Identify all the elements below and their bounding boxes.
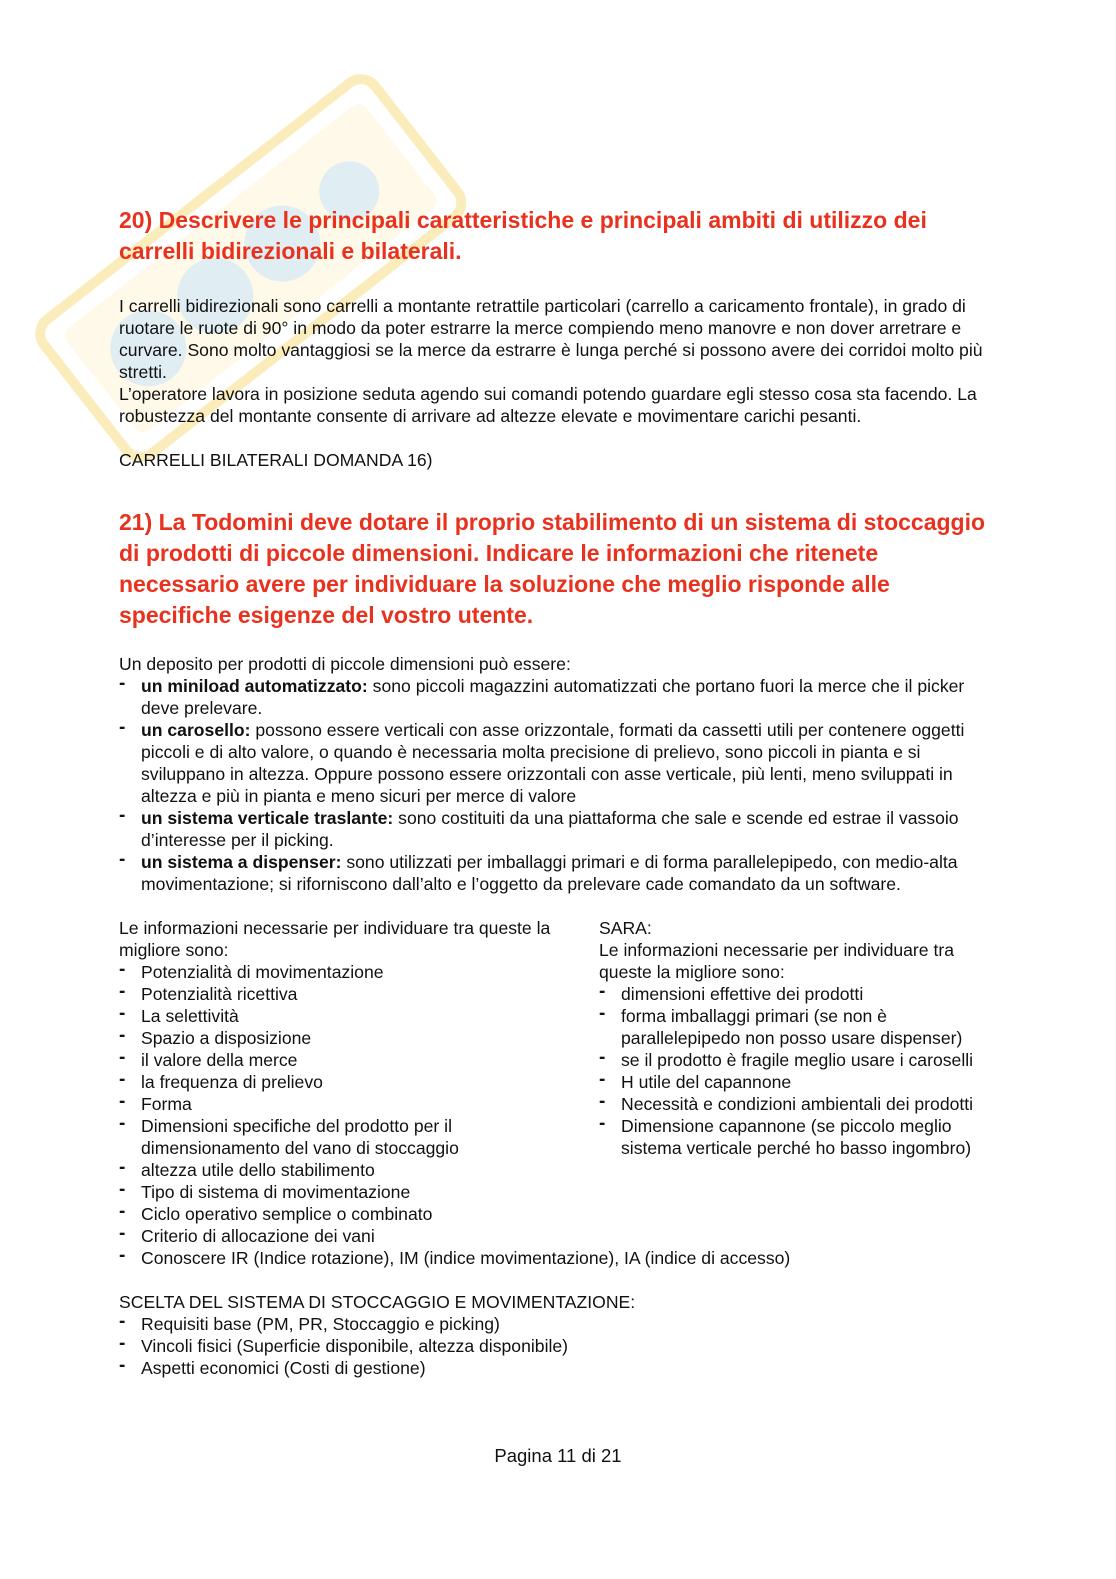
list-item: - la frequenza di prelievo xyxy=(119,1071,509,1093)
list-item: - Aspetti economici (Costi di gestione) xyxy=(119,1357,999,1379)
list-item: - Dimensione capannone (se piccolo meglio sistema verticale perché ho basso ingombro) xyxy=(599,1115,999,1159)
left-intro: Le informazioni necessarie per individuare tra queste la migliore sono: xyxy=(119,918,551,960)
list-item: - Necessità e condizioni ambientali dei prodotti xyxy=(599,1093,999,1115)
q20-note: CARRELLI BILATERALI DOMANDA 16) xyxy=(119,450,433,470)
list-item xyxy=(119,719,999,807)
question-20-title: 20) Descrivere le principali caratteristiche e principali ambiti di utilizzo dei carrelli bidirezionali e bilaterali. xyxy=(119,207,927,264)
q20-paragraph-2: L’operatore lavora in posizione seduta agendo sui comandi potendo guardare egli stesso cosa sta facendo. La robustezza del montante consente di arrivare ad altezze elevate e movimentare carichi pesanti. xyxy=(119,384,977,426)
system-term: un carosello: xyxy=(141,720,251,740)
list-item: - il valore della merce xyxy=(119,1049,509,1071)
q20-paragraph-1: I carrelli bidirezionali sono carrelli a montante retrattile particolari (carrello a caricamento frontale), in grado di ruotare le ruote di 90° in modo da poter estrarre la merce compiendo meno manovre e non dover arretrare e curvare. Sono molto vantaggiosi se la merce da estrarre è lunga perché si possono avere dei corridoi molto più stretti. xyxy=(119,296,983,382)
list-item: - Potenzialità di movimentazione xyxy=(119,961,509,983)
list-item: - Conoscere IR (Indice rotazione), IM (indice movimentazione), IA (indice di accesso) xyxy=(119,1247,999,1269)
two-column-section xyxy=(119,917,999,1247)
right-label: SARA: xyxy=(599,918,652,938)
list-item: - Dimensioni specifiche del prodotto per il dimensionamento del vano di stoccaggio xyxy=(119,1115,509,1159)
page-content xyxy=(119,205,999,1379)
system-description: sono utilizzati per imballaggi primari e di forma parallelepipedo, con medio-alta movimentazione; si riforniscono dall’alto e l’oggetto da prelevare cade comandato da un software. xyxy=(141,852,958,894)
system-description: sono costituiti da una piattaforma che sale e scende ed estrae il vassoio d’interesse per il picking. xyxy=(141,808,959,850)
list-item: - Ciclo operativo semplice o combinato xyxy=(119,1203,509,1225)
list-item: - Potenzialità ricettiva xyxy=(119,983,509,1005)
list-item: - Vincoli fisici (Superficie disponibile, altezza disponibile) xyxy=(119,1335,999,1357)
list-item: - Requisiti base (PM, PR, Stoccaggio e picking) xyxy=(119,1313,999,1335)
left-column xyxy=(119,917,599,1247)
system-description: possono essere verticali con asse orizzontale, formati da cassetti utili per contenere oggetti piccoli e di alto valore, o quando è necessaria molta precisione di prelievo, sono piccoli in pianta e si sviluppano in altezza. Oppure possono essere orizzontali con asse verticale, più lenti, meno sviluppati in altezza e più in pianta e meno sicuri per merce di valore xyxy=(141,720,965,806)
list-item: - Tipo di sistema di movimentazione xyxy=(119,1181,509,1203)
list-item: - H utile del capannone xyxy=(599,1071,999,1093)
list-item: - se il prodotto è fragile meglio usare i caroselli xyxy=(599,1049,999,1071)
left-info-list xyxy=(119,961,509,1247)
system-description: sono piccoli magazzini automatizzati che portano fuori la merce che il picker deve prelevare. xyxy=(141,676,965,718)
list-item: - altezza utile dello stabilimento xyxy=(119,1159,509,1181)
list-item: - Spazio a disposizione xyxy=(119,1027,509,1049)
system-term: un miniload automatizzato: xyxy=(141,676,368,696)
list-item: - Forma xyxy=(119,1093,509,1115)
wide-info-list xyxy=(119,1247,999,1269)
list-item: - Criterio di allocazione dei vani xyxy=(119,1225,509,1247)
q21-intro: Un deposito per prodotti di piccole dimensioni può essere: xyxy=(119,654,571,674)
list-item: - La selettività xyxy=(119,1005,509,1027)
list-item xyxy=(119,851,999,895)
right-intro: Le informazioni necessarie per individuare tra queste la migliore sono: xyxy=(599,940,954,982)
system-term: un sistema a dispenser: xyxy=(141,852,342,872)
list-item xyxy=(119,675,999,719)
choice-title: SCELTA DEL SISTEMA DI STOCCAGGIO E MOVIMENTAZIONE: xyxy=(119,1292,636,1312)
question-21-title: 21) La Todomini deve dotare il proprio stabilimento di un sistema di stoccaggio di prodotti di piccole dimensioni. Indicare le informazioni che ritenete necessario avere per individuare la soluzione che meglio risponde alle specifiche esigenze del vostro utente. xyxy=(119,509,986,628)
list-item: - forma imballaggi primari (se non è parallelepipedo non posso usare dispenser) xyxy=(599,1005,999,1049)
page-number: Pagina 11 di 21 xyxy=(494,1445,622,1466)
system-term: un sistema verticale traslante: xyxy=(141,808,394,828)
systems-list xyxy=(119,675,999,895)
list-item: - dimensioni effettive dei prodotti xyxy=(599,983,999,1005)
right-column xyxy=(599,917,999,1247)
choice-list xyxy=(119,1313,999,1379)
right-info-list xyxy=(599,983,999,1159)
list-item xyxy=(119,807,999,851)
